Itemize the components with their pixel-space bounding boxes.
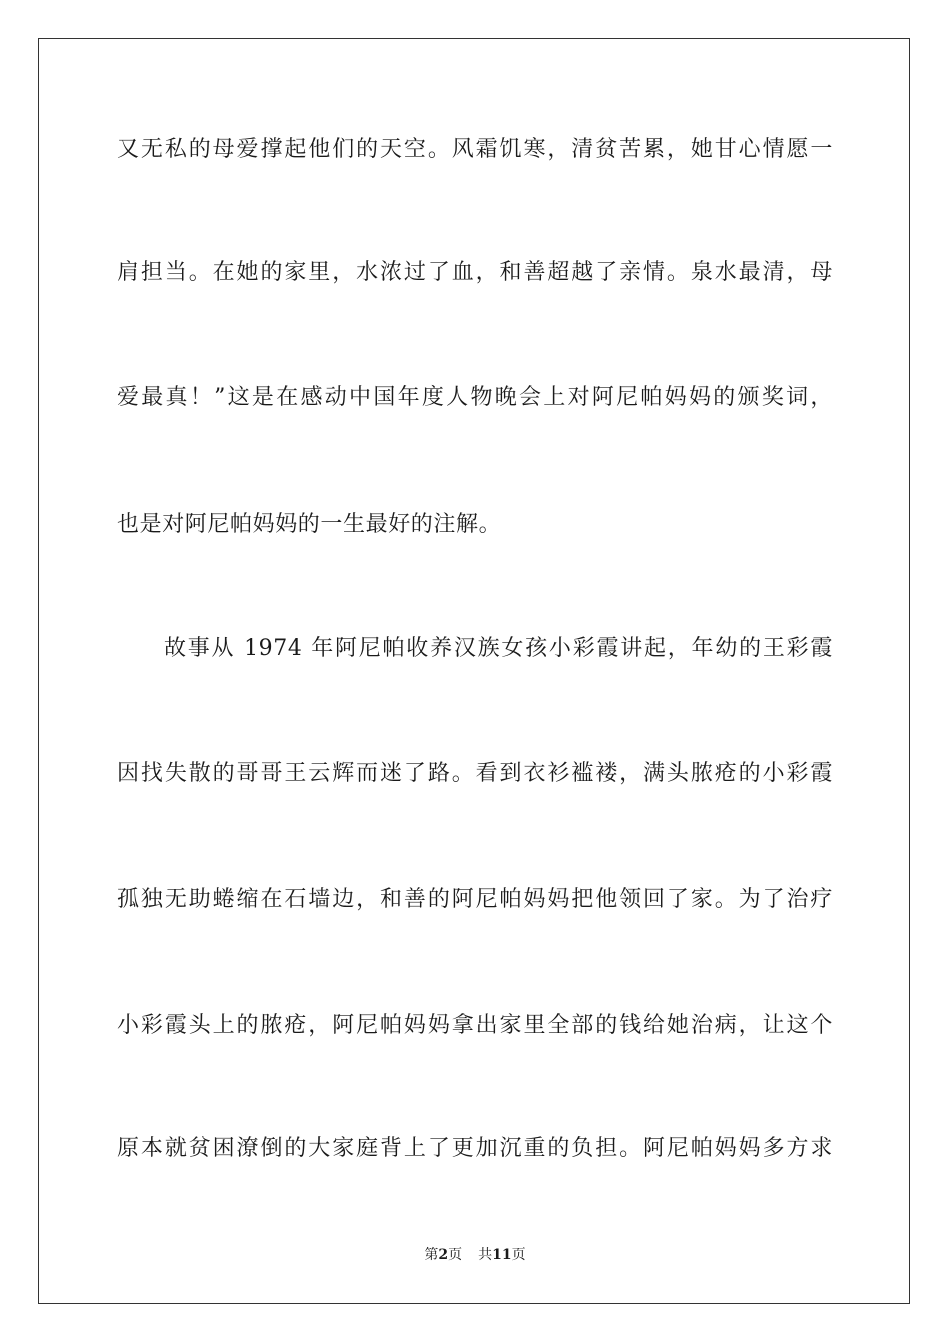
footer-page-suffix: 页 [448, 1247, 463, 1263]
footer-page-prefix: 第 [424, 1247, 439, 1263]
page-border [38, 38, 910, 1304]
paragraph-line-2: 肩担当。在她的家里，水浓过了血，和善超越了亲情。泉水最清，母 [117, 260, 833, 285]
footer-total-number: 11 [492, 1247, 512, 1263]
paragraph-line-4: 也是对阿尼帕妈妈的一生最好的注解。 [117, 512, 502, 537]
page-footer [0, 1246, 950, 1264]
paragraph-line-6: 因找失散的哥哥王云辉而迷了路。看到衣衫褴褛，满头脓疮的小彩霞 [117, 761, 833, 786]
paragraph-line-7: 孤独无助蜷缩在石墙边，和善的阿尼帕妈妈把他领回了家。为了治疗 [117, 887, 833, 912]
paragraph-line-3: 爱最真！”这是在感动中国年度人物晚会上对阿尼帕妈妈的颁奖词， [117, 385, 833, 410]
paragraph-line-5: 故事从 1974 年阿尼帕收养汉族女孩小彩霞讲起，年幼的王彩霞 [164, 636, 833, 661]
footer-total-suffix: 页 [511, 1247, 526, 1263]
paragraph-line-9: 原本就贫困潦倒的大家庭背上了更加沉重的负担。阿尼帕妈妈多方求 [117, 1136, 833, 1161]
footer-total-prefix: 共 [478, 1247, 493, 1263]
paragraph-line-1: 又无私的母爱撑起他们的天空。风霜饥寒，清贫苦累，她甘心情愿一 [117, 137, 833, 162]
footer-page-number: 2 [438, 1247, 449, 1263]
paragraph-line-8: 小彩霞头上的脓疮，阿尼帕妈妈拿出家里全部的钱给她治病，让这个 [117, 1013, 833, 1038]
